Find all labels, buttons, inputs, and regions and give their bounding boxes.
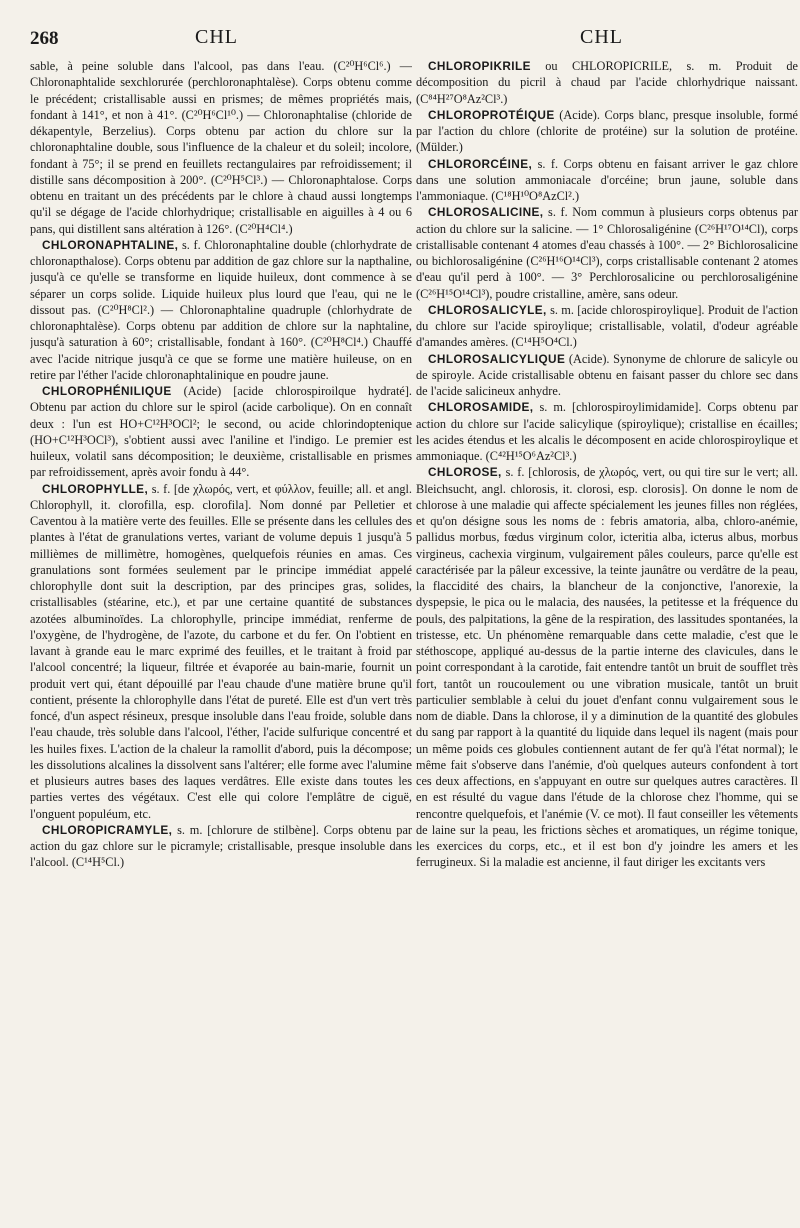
entry-text: ou CHLOROPICRILE, s. m. Produit de décomposition du picril à chaud par l'acide chlorhydrique naissant. (C⁸⁴H²⁷O⁸Az²Cl³.) <box>416 59 798 106</box>
dictionary-entry <box>416 58 798 107</box>
entry-headword: CHLORONAPHTALINE, <box>42 237 179 252</box>
entry-headword: CHLOROSALICINE, <box>428 205 544 220</box>
entry-text: s. m. [chlorospiroylimidamide]. Corps obtenu par action du chlore sur l'acide salicylique (spiroylique); cristallise en écailles; les acides étendus et les alcalis le décomposent en acide chlorospiroylique et ammoniaque. (C⁴²H¹⁵O⁶Az²Cl³.) <box>416 400 798 463</box>
entry-text: (Acide). Synonyme de chlorure de salicyle ou de spiroyle. Acide cristallisable obtenu en faisant passer du chlore sec dans de l'acide salicineux anhydre. <box>416 351 798 398</box>
dictionary-entry <box>416 302 798 351</box>
entry-headword: CHLOROPHÉNILIQUE <box>42 384 172 398</box>
running-head-left: CHL <box>195 26 238 48</box>
running-head-right: CHL <box>580 26 623 48</box>
entry-text: s. m. [chlorure de stilbène]. Corps obtenu par action du gaz chlore sur le picramyle; cristallisable, presque insoluble dans l'alcool. (C¹⁴H⁵Cl.) <box>30 822 412 870</box>
entry-headword: CHLOROPICRAMYLE, <box>42 822 173 837</box>
entry-headword: CHLOROPIKRILE <box>428 59 531 73</box>
continuation-paragraph <box>30 58 412 237</box>
entry-headword: CHLORORCÉINE, <box>428 156 533 171</box>
dictionary-entry <box>416 399 798 464</box>
entry-text: (Acide) [acide chlorospiroilque hydraté]. Obtenu par action du chlore sur le spirol (acide carbolique). On en connaît deux : l'un est HO+C¹²H³OCl²; le second, ou acide chlorindoptenique (HO+C¹²H³OCl³), s'obtient aussi avec l'aniline et l'indigo. Le premier est huileux, volatil sans décomposition; le deuxième, cristallisable en prismes par refroidissement, après avoir fondu à 44°. <box>30 384 412 480</box>
dictionary-entry <box>416 204 798 302</box>
entry-text: s. f. Chloronaphtaline double (chlorhydrate de chloronapthalose). Corps obtenu par addition de gaz chlore sur la napthaline, jusqu'à ce qu'elle se transforme en liquide huileux, dont commence à se séparer un corps solide. Liquide huileux plus lourd que l'eau, qui ne le dissout pas. (C²⁰H⁸Cl².) — Chloronaphtaline quadruple (chlorhydrate de chloronaphtalèse). Corps obtenu par addition de chlore sur la naphtaline, jusqu'à saturation à 60°; cristallisable, fondant à 160°. (C²⁰H⁸Cl⁴.) Chauffé avec l'acide nitrique jusqu'à ce que se forme une matière huileuse, on en retire par l'éther l'acide chloronaphtalinique en poudre jaune. <box>30 237 412 382</box>
dictionary-entry <box>30 237 412 383</box>
dictionary-entry <box>416 107 798 156</box>
right-column <box>416 58 798 1218</box>
page-number: 268 <box>30 28 59 49</box>
dictionary-entry <box>30 822 412 871</box>
entry-text: (Acide). Corps blanc, presque insoluble, formé par l'action du chlore (chlorite de protéine) sur la solution de protéine. (Mülder.) <box>416 107 798 155</box>
left-column <box>30 58 412 1218</box>
dictionary-entry <box>416 156 798 205</box>
entry-headword: CHLOROSALICYLIQUE <box>428 351 566 366</box>
entry-headword: CHLOROSE, <box>428 465 502 480</box>
entry-text: s. f. Corps obtenu en faisant arriver le gaz chlore dans une solution ammoniacale d'orcéine; brun jaune, soluble dans l'ammoniaque. (C¹⁸H¹⁰O⁸AzCl².) <box>416 156 798 203</box>
entry-headword: CHLOROPHYLLE, <box>42 481 149 496</box>
dictionary-entry <box>416 464 798 870</box>
entry-text: s. f. [de χλωρός, vert, et φύλλον, feuille; all. et angl. Chlorophyll, it. clorofilla, esp. clorofila]. Nom donné par Pelletier et Caventou à la matière verte des feuilles. Elle se présente dans les cellules des plantes à l'état de granulations vertes, variant de volume depuis 1 jusqu'à 5 millièmes de millimètre, homogènes, quelquefois réunies en amas. Ces granulations sont formées seulement par le principe immédiat appelé chlorophylle dont suit la description, par des principes gras, solides, cristallisables (stéarine, etc.), et par une certaine quantité de substances azotées albuminoïdes. La chlorophylle, principe immédiat, renferme de l'oxygène, de l'hydrogène, de l'azote, du carbone et du fer. On l'obtient en lavant à grande eau le marc exprimé des feuilles, et le traitant à froid par l'alcool concentré; la liqueur, filtrée et évaporée au bain-marie, fournit un produit vert qui, étant dépouillé par l'eau chaude d'une matière brune qu'il contient, présente la chlorophylle dans l'état de pureté. Elle est d'un vert très foncé, d'un aspect résineux, presque insoluble dans l'eau froide, soluble dans l'eau chaude, très soluble dans l'alcool, l'éther, l'acide sulfurique concentré et les huiles fixes. L'action de la chaleur la ramollit d'abord, puis la décompose; les dissolutions alcalines la dissolvent sans l'altérer; elle forme avec l'alumine et plusieurs autres bases des laques verdâtres. Elle existe dans toutes les parties vertes des végétaux. C'est elle qui colore l'emplâtre de ciguë, l'onguent populéum, etc. <box>30 481 412 821</box>
dictionary-entry <box>30 481 412 822</box>
entry-text: s. m. [acide chlorospiroylique]. Produit de l'action du chlore sur l'acide spiroylique; cristallisable, volatil, d'odeur agréable d'amandes amères. (C¹⁴H⁵O⁴Cl.) <box>416 302 798 350</box>
entry-text: s. f. Nom commun à plusieurs corps obtenus par action du chlore sur la salicine. — 1° Chlorosaligénine (C²⁶H¹⁷O¹⁴Cl), corps cristallisable contenant 4 atomes d'eau chassés à 100°. — 2° Bichlorosalicine ou bichlorosaligénine (C²⁶H¹⁶O¹⁴Cl³), corps cristallisable contenant 2 atomes d'eau qu'il perd à 100°. — 3° Perchlorosalicine ou perchlorosaligénine (C²⁶H¹⁵O¹⁴Cl³), poudre cristalline, amère, sans odeur. <box>416 205 798 301</box>
dictionary-entry <box>30 383 412 481</box>
entry-text: sable, à peine soluble dans l'alcool, pas dans l'eau. (C²⁰H⁶Cl⁶.) — Chloronaphtalide sexchlorurée (perchloronaphtalèse). Corps obtenu comme le précédent; cristallisable aussi en prismes; de mêmes propriétés mais, fondant à 141°, et non à 41°. (C²⁰H⁶Cl¹⁰.) — Chloronaphtalise (chloride de dékapentyle, Berzelius). Corps obtenu par action du chlore sur la chloronaphtaline double, sous l'influence de la chaleur et du soleil; incolore, fondant à 75°; il se prend en feuillets rectangulaires par refroidissement; il distille sans décomposition à 200°. (C²⁰H⁵Cl³.) — Chloronaphtalose. Corps obtenu en traitant un des précédents par le chlore à chaud aussi longtemps qu'il se dégage de l'acide chlorhydrique; cristallisable en aiguilles à 4 ou 6 pans, qui distillent sans altération à 126°. (C²⁰H⁴Cl⁴.) <box>30 59 412 236</box>
entry-text: s. f. [chlorosis, de χλωρός, vert, ou qui tire sur le vert; all. Bleichsucht, angl. chlorosis, it. clorosi, esp. clorosis]. On donne le nom de chlorose à une maladie qui affecte spécialement les jeunes filles non réglées, et qu'on désigne sous les noms de : febris amatoria, alba, chloro-anémie, pallidus morbus, fœdus virginum color, icteritia alba, icterus albus, morbus virgineus, cachexia virginum, vulgairement pâles couleurs, parce qu'elle est caractérisée par la pâleur excessive, la teinte jaunâtre ou verdâtre de la peau, la flaccidité des chairs, la blancheur de la conjonctive, l'anorexie, la dyspepsie, le pica ou le malacia, des nausées, la petitesse et la fréquence du pouls, des palpitations, la gêne de la respiration, des lassitudes spontanées, la tristesse, etc. Un phénomène remarquable dans cette maladie, c'est que le stéthoscope, appliqué au-dessus de la partie interne des clavicules, dans le point correspondant à la carotide, fait entendre tantôt un bruit de soufflet très fort, tantôt un roucoulement ou une vibration musicale, tantôt un bruit particulier semblable à celui du jouet d'enfant connu vulgairement sous le nom de diable. Dans la chlorose, il y a diminution de la quantité des globules du sang par rapport à la quantité du liquide dans lequel ils nagent (mais pour un même poids ces globules contiennent autant de fer qu'à l'état normal); le même fait s'observe dans l'anémie, d'où quelques auteurs confondent à tort ces deux affections, en s'appuyant en outre sur quelques autres caractères. Il en est résulté du vague dans l'étude de la chlorose chez l'homme, qui se rencontre quelquefois, et l'anémie (V. ce mot). Il faut conseiller les vêtements de laine sur la peau, les frictions sèches et aromatiques, un régime tonique, les exercices du corps, etc., et il est bon d'y joindre les amers et les ferrugineux. Si la maladie est ancienne, il faut diriger les excitants vers <box>416 465 798 870</box>
dictionary-entry <box>416 351 798 400</box>
entry-headword: CHLOROSALICYLE, <box>428 302 547 317</box>
entry-headword: CHLOROPROTÉIQUE <box>428 107 555 122</box>
entry-headword: CHLOROSAMIDE, <box>428 400 534 415</box>
